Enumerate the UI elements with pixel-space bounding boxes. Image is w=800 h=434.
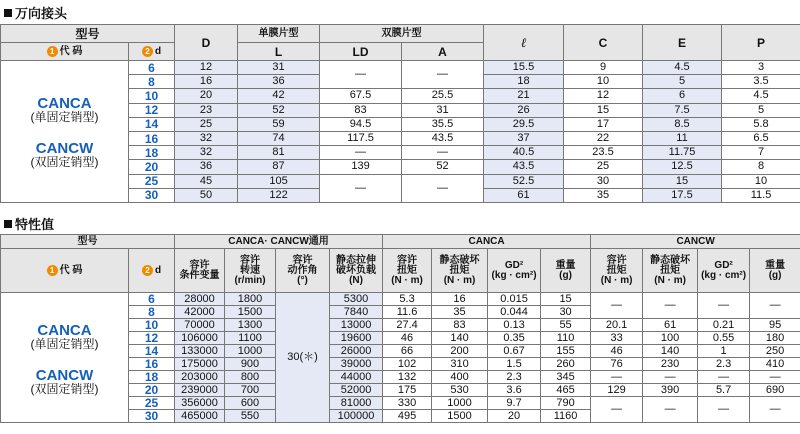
characteristics-table xyxy=(0,234,800,423)
cell-P: 5.8 xyxy=(722,117,800,131)
cell-b2: 230 xyxy=(643,358,698,371)
cell-load: 52000 xyxy=(330,384,383,397)
cell-ell: 18 xyxy=(484,75,564,89)
cell-A: — xyxy=(402,61,484,89)
cell-t2: 76 xyxy=(591,358,643,371)
col-break-a: 静态破坏 扭矩 (N · m) xyxy=(432,249,488,293)
bore-d-cell: 6 xyxy=(129,61,175,75)
bore-d-cell: 12 xyxy=(129,332,175,345)
col-torque-a: 容许 扭矩 (N · m) xyxy=(383,249,432,293)
bore-d-cell: 20 xyxy=(129,160,175,174)
cell-LD: — xyxy=(320,61,402,89)
cell-variable: 175000 xyxy=(175,358,225,371)
cell-w2: — xyxy=(750,371,800,384)
cell-break-a: 140 xyxy=(432,332,488,345)
cell-weight-a: 30 xyxy=(541,306,591,319)
col-ell: ℓ xyxy=(484,25,564,61)
cell-b2: 100 xyxy=(643,332,698,345)
cell-gd2: — xyxy=(698,371,750,384)
cell-gd2: 0.21 xyxy=(698,319,750,332)
cell-torque-a: 330 xyxy=(383,397,432,410)
cell-LD: 139 xyxy=(320,160,402,174)
cell-P: 7 xyxy=(722,146,800,160)
cell-gd-a: 0.67 xyxy=(488,345,541,358)
col-load: 静态拉伸 破坏负载 (N) xyxy=(330,249,383,293)
cell-D: 45 xyxy=(175,174,238,188)
cell-speed: 550 xyxy=(225,410,276,423)
cell-torque-a: 46 xyxy=(383,332,432,345)
cell-E: 8.5 xyxy=(643,117,722,131)
cell-t2: — xyxy=(591,397,643,423)
cell-L: 81 xyxy=(238,146,320,160)
cell-ell: 52.5 xyxy=(484,174,564,188)
col-E: E xyxy=(643,25,722,61)
cell-E: 4.5 xyxy=(643,61,722,75)
double-type-header: 双膜片型 xyxy=(320,25,484,43)
cell-break-a: 200 xyxy=(432,345,488,358)
cell-C: 10 xyxy=(564,75,643,89)
square-bullet-icon xyxy=(4,220,12,228)
cell-speed: 1000 xyxy=(225,345,276,358)
col-L: L xyxy=(238,43,320,61)
cell-break-a: 1000 xyxy=(432,397,488,410)
bore-d-cell: 8 xyxy=(129,75,175,89)
cell-variable: 28000 xyxy=(175,293,225,306)
cell-load: 39000 xyxy=(330,358,383,371)
bore-d-cell: 18 xyxy=(129,146,175,160)
bore-d-cell: 6 xyxy=(129,293,175,306)
cell-w2: 690 xyxy=(750,384,800,397)
cell-D: 32 xyxy=(175,146,238,160)
cell-L: 122 xyxy=(238,188,320,202)
cell-gd-a: 0.015 xyxy=(488,293,541,306)
cell-w2: — xyxy=(750,397,800,423)
cell-load: 5300 xyxy=(330,293,383,306)
cell-variable: 203000 xyxy=(175,371,225,384)
cell-gd-a: 0.13 xyxy=(488,319,541,332)
cell-torque-a: 132 xyxy=(383,371,432,384)
bore-d-cell: 14 xyxy=(129,345,175,358)
bore-d-cell: 25 xyxy=(129,174,175,188)
col-variable: 容许 条件变量 xyxy=(175,249,225,293)
cell-ell: 40.5 xyxy=(484,146,564,160)
model-header: 型号 xyxy=(1,235,175,249)
cell-C: 12 xyxy=(564,89,643,103)
cell-L: 36 xyxy=(238,75,320,89)
model-code-name: CANCA xyxy=(37,95,92,113)
cell-w2: 95 xyxy=(750,319,800,332)
col-speed: 容许 转速 (r/min) xyxy=(225,249,276,293)
cell-gd2: 2.3 xyxy=(698,358,750,371)
cell-A: 43.5 xyxy=(402,131,484,145)
cell-P: 5 xyxy=(722,103,800,117)
cell-L: 52 xyxy=(238,103,320,117)
col-LD: LD xyxy=(320,43,402,61)
table-row xyxy=(1,293,800,306)
cell-speed: 900 xyxy=(225,358,276,371)
cell-LD: 94.5 xyxy=(320,117,402,131)
cell-C: 15 xyxy=(564,103,643,117)
cell-w2: 180 xyxy=(750,332,800,345)
cell-torque-a: 175 xyxy=(383,384,432,397)
cell-gd-a: 0.35 xyxy=(488,332,541,345)
cell-LD: 83 xyxy=(320,103,402,117)
model-code-desc: (双固定销型) xyxy=(30,381,99,396)
circle-number-icon: 2 xyxy=(142,46,153,57)
model-code-desc: (双固定销型) xyxy=(30,155,99,170)
cell-A: 52 xyxy=(402,160,484,174)
cell-t2: — xyxy=(591,293,643,319)
cell-gd-a: 20 xyxy=(488,410,541,423)
cell-break-a: 400 xyxy=(432,371,488,384)
cell-P: 8 xyxy=(722,160,800,174)
cell-load: 19600 xyxy=(330,332,383,345)
section-title-joint xyxy=(4,3,67,22)
bore-d-cell: 16 xyxy=(129,358,175,371)
cell-D: 36 xyxy=(175,160,238,174)
cell-A: — xyxy=(402,174,484,202)
cell-variable: 70000 xyxy=(175,319,225,332)
cell-t2: 33 xyxy=(591,332,643,345)
col-D: D xyxy=(175,25,238,61)
cell-A: 25.5 xyxy=(402,89,484,103)
cell-LD: — xyxy=(320,146,402,160)
cell-D: 20 xyxy=(175,89,238,103)
cell-weight-a: 260 xyxy=(541,358,591,371)
cell-b2: 140 xyxy=(643,345,698,358)
model-code-cell xyxy=(1,293,129,423)
col-gd-a: GD² (kg · cm²) xyxy=(488,249,541,293)
cell-P: 3 xyxy=(722,61,800,75)
bore-d-cell: 18 xyxy=(129,371,175,384)
model-code-name: CANCW xyxy=(35,140,94,158)
bore-d-cell: 10 xyxy=(129,319,175,332)
cell-break-a: 16 xyxy=(432,293,488,306)
circle-number-icon: 1 xyxy=(47,46,58,57)
cell-C: 23.5 xyxy=(564,146,643,160)
cell-ell: 37 xyxy=(484,131,564,145)
cell-t2: 129 xyxy=(591,384,643,397)
model-code-desc: (单固定销型) xyxy=(30,110,99,125)
cell-t2: 20.1 xyxy=(591,319,643,332)
cell-ell: 21 xyxy=(484,89,564,103)
cell-gd2: — xyxy=(698,293,750,319)
cell-weight-a: 155 xyxy=(541,345,591,358)
col-C: C xyxy=(564,25,643,61)
cell-b2: — xyxy=(643,293,698,319)
cell-gd2: 0.55 xyxy=(698,332,750,345)
section-title-text: 特性值 xyxy=(15,217,55,232)
cell-b2: 61 xyxy=(643,319,698,332)
cell-L: 105 xyxy=(238,174,320,188)
cell-variable: 42000 xyxy=(175,306,225,319)
cell-C: 9 xyxy=(564,61,643,75)
cell-A: — xyxy=(402,146,484,160)
section-title-characteristics xyxy=(4,214,54,233)
cell-break-a: 530 xyxy=(432,384,488,397)
model-code-desc: (单固定销型) xyxy=(30,336,99,351)
cell-gd2: 1 xyxy=(698,345,750,358)
bore-d-cell: 16 xyxy=(129,131,175,145)
cell-torque-a: 102 xyxy=(383,358,432,371)
cell-break-a: 310 xyxy=(432,358,488,371)
bore-d-cell: 30 xyxy=(129,410,175,423)
cell-weight-a: 345 xyxy=(541,371,591,384)
bore-d-cell: 30 xyxy=(129,188,175,202)
cell-LD: 67.5 xyxy=(320,89,402,103)
cell-C: 30 xyxy=(564,174,643,188)
code-header: 1 代 码 xyxy=(1,43,129,61)
cell-weight-a: 55 xyxy=(541,319,591,332)
cell-w2: — xyxy=(750,293,800,319)
cell-LD: 117.5 xyxy=(320,131,402,145)
cell-torque-a: 66 xyxy=(383,345,432,358)
model-code-cell xyxy=(1,61,129,203)
cell-load: 100000 xyxy=(330,410,383,423)
d-header: 2 d xyxy=(129,43,175,61)
col-torque-w: 容许 扭矩 (N · m) xyxy=(591,249,643,293)
bore-d-cell: 12 xyxy=(129,103,175,117)
cell-weight-a: 1160 xyxy=(541,410,591,423)
cell-ell: 43.5 xyxy=(484,160,564,174)
cell-b2: 390 xyxy=(643,384,698,397)
cell-speed: 800 xyxy=(225,371,276,384)
cell-P: 6.5 xyxy=(722,131,800,145)
cell-gd-a: 1.5 xyxy=(488,358,541,371)
model-code-name: CANCW xyxy=(35,366,94,384)
cell-D: 12 xyxy=(175,61,238,75)
cell-gd-a: 3.6 xyxy=(488,384,541,397)
cell-gd2: 5.7 xyxy=(698,384,750,397)
cell-L: 74 xyxy=(238,131,320,145)
square-bullet-icon xyxy=(4,9,12,17)
cell-torque-a: 11.6 xyxy=(383,306,432,319)
cell-torque-a: 495 xyxy=(383,410,432,423)
canca-header: CANCA xyxy=(383,235,591,249)
col-weight-w: 重量 (g) xyxy=(750,249,800,293)
cell-speed: 1100 xyxy=(225,332,276,345)
cell-gd-a: 0.044 xyxy=(488,306,541,319)
cell-b2: — xyxy=(643,397,698,423)
bore-d-cell: 14 xyxy=(129,117,175,131)
cell-A: 35.5 xyxy=(402,117,484,131)
cell-load: 44000 xyxy=(330,371,383,384)
cell-weight-a: 790 xyxy=(541,397,591,410)
cell-P: 3.5 xyxy=(722,75,800,89)
bore-d-cell: 8 xyxy=(129,306,175,319)
cell-C: 17 xyxy=(564,117,643,131)
cell-break-a: 83 xyxy=(432,319,488,332)
section-title-text: 万向接头 xyxy=(15,6,68,21)
cell-C: 22 xyxy=(564,131,643,145)
cell-torque-a: 5.3 xyxy=(383,293,432,306)
bore-d-cell: 25 xyxy=(129,397,175,410)
cell-L: 42 xyxy=(238,89,320,103)
cell-D: 16 xyxy=(175,75,238,89)
cell-speed: 1800 xyxy=(225,293,276,306)
model-code-name: CANCA xyxy=(37,321,92,339)
cell-torque-a: 27.4 xyxy=(383,319,432,332)
cell-P: 11.5 xyxy=(722,188,800,202)
cell-L: 59 xyxy=(238,117,320,131)
cell-t2: 46 xyxy=(591,345,643,358)
cell-E: 11 xyxy=(643,131,722,145)
cell-t2: — xyxy=(591,371,643,384)
circle-number-icon: 1 xyxy=(47,265,58,276)
cell-C: 25 xyxy=(564,160,643,174)
cell-speed: 600 xyxy=(225,397,276,410)
cell-variable: 356000 xyxy=(175,397,225,410)
cell-weight-a: 465 xyxy=(541,384,591,397)
cell-gd-a: 2.3 xyxy=(488,371,541,384)
col-angle: 容许 动作角 (°) xyxy=(276,249,330,293)
circle-number-icon: 2 xyxy=(142,265,153,276)
cell-E: 7.5 xyxy=(643,103,722,117)
cell-w2: 410 xyxy=(750,358,800,371)
model-header: 型号 xyxy=(1,25,175,43)
cell-gd-a: 9.7 xyxy=(488,397,541,410)
col-P: P xyxy=(722,25,800,61)
cell-load: 7840 xyxy=(330,306,383,319)
cell-E: 6 xyxy=(643,89,722,103)
cell-w2: 250 xyxy=(750,345,800,358)
cell-ell: 26 xyxy=(484,103,564,117)
cell-C: 35 xyxy=(564,188,643,202)
cell-LD: — xyxy=(320,174,402,202)
cell-speed: 700 xyxy=(225,384,276,397)
cell-D: 25 xyxy=(175,117,238,131)
bore-d-cell: 10 xyxy=(129,89,175,103)
cell-E: 5 xyxy=(643,75,722,89)
bore-d-cell: 20 xyxy=(129,384,175,397)
cell-P: 4.5 xyxy=(722,89,800,103)
cell-load: 81000 xyxy=(330,397,383,410)
single-type-header: 单膜片型 xyxy=(238,25,320,43)
cell-D: 23 xyxy=(175,103,238,117)
cell-ell: 15.5 xyxy=(484,61,564,75)
cell-E: 11.75 xyxy=(643,146,722,160)
col-break-w: 静态破坏 扭矩 (N · m) xyxy=(643,249,698,293)
cell-ell: 61 xyxy=(484,188,564,202)
cell-D: 32 xyxy=(175,131,238,145)
cell-variable: 133000 xyxy=(175,345,225,358)
cell-E: 12.5 xyxy=(643,160,722,174)
col-A: A xyxy=(402,43,484,61)
cell-variable: 465000 xyxy=(175,410,225,423)
common-header: CANCA· CANCW通用 xyxy=(175,235,383,249)
cell-A: 31 xyxy=(402,103,484,117)
cell-load: 13000 xyxy=(330,319,383,332)
cell-weight-a: 15 xyxy=(541,293,591,306)
cell-ell: 29.5 xyxy=(484,117,564,131)
cell-speed: 1300 xyxy=(225,319,276,332)
d-header: 2 d xyxy=(129,249,175,293)
cell-L: 31 xyxy=(238,61,320,75)
cell-variable: 106000 xyxy=(175,332,225,345)
cell-E: 15 xyxy=(643,174,722,188)
table-row xyxy=(1,61,800,75)
cell-break-a: 1500 xyxy=(432,410,488,423)
cell-D: 50 xyxy=(175,188,238,202)
col-gd-w: GD² (kg · cm²) xyxy=(698,249,750,293)
cell-weight-a: 110 xyxy=(541,332,591,345)
cell-speed: 1500 xyxy=(225,306,276,319)
cell-gd2: — xyxy=(698,397,750,423)
code-header: 1 代 码 xyxy=(1,249,129,293)
dimension-table xyxy=(0,24,800,203)
cell-break-a: 35 xyxy=(432,306,488,319)
cell-load: 26000 xyxy=(330,345,383,358)
cell-E: 17.5 xyxy=(643,188,722,202)
cell-L: 87 xyxy=(238,160,320,174)
cell-P: 10 xyxy=(722,174,800,188)
cell-b2: — xyxy=(643,371,698,384)
cancw-header: CANCW xyxy=(591,235,800,249)
cell-variable: 239000 xyxy=(175,384,225,397)
cell-angle: 30(＊) xyxy=(276,293,330,423)
col-weight-a: 重量 (g) xyxy=(541,249,591,293)
